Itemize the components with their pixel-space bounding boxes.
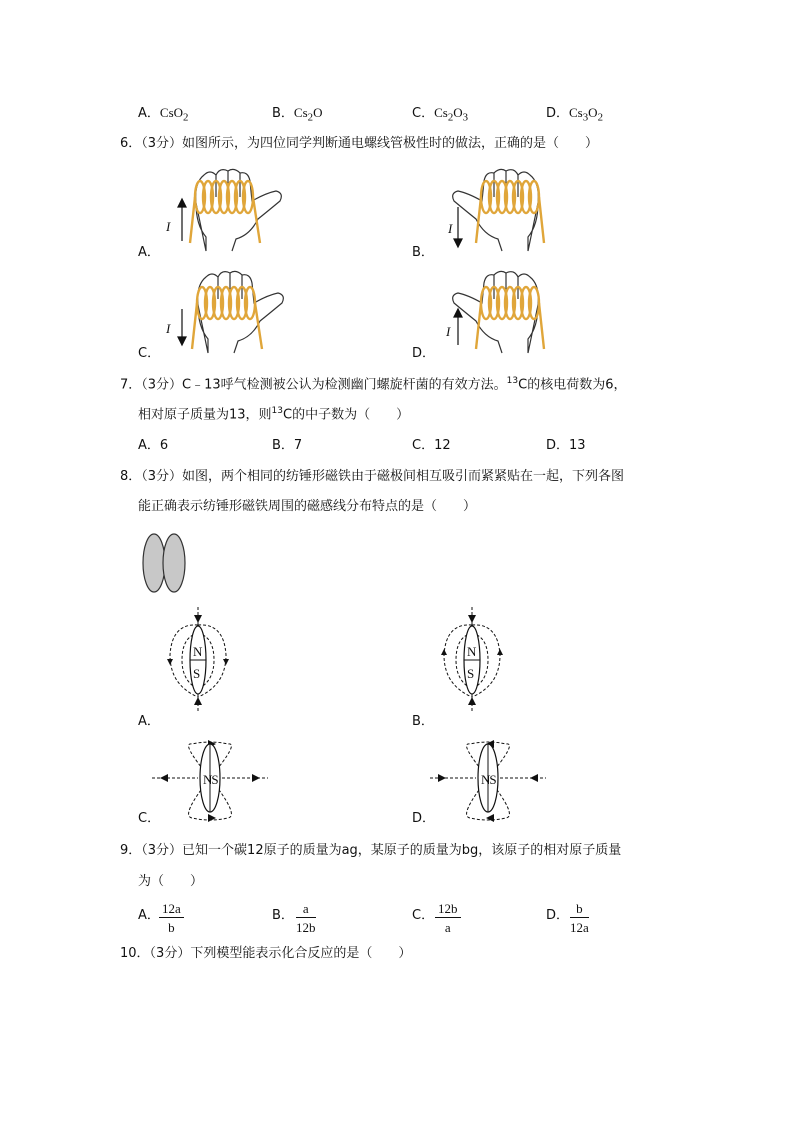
q5-option-a[interactable]: A．CsO$_2$ <box>138 105 189 124</box>
q6-d-current-label: I <box>446 324 451 339</box>
q7-option-b[interactable]: B．7 <box>272 438 303 453</box>
q9-stem-line2: 为（ ） <box>138 874 204 889</box>
q8-stem-line2: 能正确表示纺锤形磁铁周围的磁感线分布特点的是（ ） <box>138 499 477 514</box>
current-arrow-up-icon <box>454 309 462 345</box>
q7-option-d[interactable]: D．13 <box>546 438 586 453</box>
q8-stem-line1: 8．（3分）如图，两个相同的纺锤形磁铁由于磁极间相互吸引而紧紧贴在一起，下列各图 <box>120 469 625 484</box>
q8-b-pole-n: N <box>467 644 477 659</box>
q9-option-a-letter[interactable]: A． <box>138 908 160 923</box>
q8-spindle-magnets <box>141 532 191 594</box>
q8-b-pole-s: S <box>467 666 475 681</box>
q8-figure-a <box>158 605 238 715</box>
q6-figure-d <box>438 265 558 355</box>
coil-icon <box>190 181 260 243</box>
q9-stem-line1: 9．（3分）已知一个碳12原子的质量为ag，某原子的质量为bg，该原子的相对原子质量 <box>120 843 622 858</box>
q10-stem: 10．（3分）下列模型能表示化合反应的是（ ） <box>120 946 412 961</box>
q7-option-c[interactable]: C．12 <box>412 438 451 453</box>
q7-stem-line2: 相对原子质量为13，则$^{13}$C的中子数为（ ） <box>138 406 410 423</box>
q9-option-a-fraction: $\frac{12a}{b}$ <box>159 902 184 934</box>
q6-figure-a <box>176 163 296 253</box>
q6-b-current-label: I <box>448 221 453 236</box>
q6-a-current-label: I <box>166 219 171 234</box>
q8-d-pole-ns: NS <box>481 772 496 787</box>
q9-option-c-fraction: $\frac{12b}{a}$ <box>435 902 461 934</box>
q6-option-a[interactable]: A． <box>138 245 160 260</box>
coil-icon <box>192 287 262 349</box>
hand-icon <box>453 271 539 353</box>
hand-icon <box>198 271 284 353</box>
current-arrow-up-icon <box>178 199 186 241</box>
q9-option-b-fraction: $\frac{a}{12b}$ <box>296 901 316 935</box>
q7-stem-line1: 7．（3分）C﹣13呼气检测被公认为检测幽门螺旋杆菌的有效方法。$^{13}$C的核电荷数为6， <box>120 376 627 393</box>
q6-figure-c <box>178 265 298 355</box>
q5-option-c[interactable]: C．$Cs_2O_3$ <box>412 105 469 124</box>
q8-option-a[interactable]: A． <box>138 714 160 729</box>
q8-option-b[interactable]: B． <box>412 714 434 729</box>
coil-icon <box>476 287 544 349</box>
q8-a-pole-n: N <box>193 644 203 659</box>
q6-stem: 6．（3分）如图所示，为四位同学判断通电螺线管极性时的做法，正确的是（ ） <box>120 136 599 151</box>
spindle-magnet-right <box>163 534 185 592</box>
q9-option-d-letter[interactable]: D． <box>546 908 570 923</box>
q9-option-d-fraction: $\frac{b}{12a}$ <box>570 901 589 935</box>
coil-icon <box>476 181 544 243</box>
q6-option-d[interactable]: D． <box>412 346 436 361</box>
q5-option-b[interactable]: B．$Cs_2O$ <box>272 105 323 124</box>
q9-option-b-letter[interactable]: B． <box>272 908 294 923</box>
q5-option-d[interactable]: D．$Cs_3O_2$ <box>546 105 603 124</box>
q6-figure-b <box>438 163 558 253</box>
spindle-magnet-left <box>143 534 165 592</box>
q6-option-b[interactable]: B． <box>412 245 434 260</box>
q7-option-a[interactable]: A．6 <box>138 438 169 453</box>
q8-a-pole-s: S <box>193 666 201 681</box>
q8-option-d[interactable]: D． <box>412 811 436 826</box>
q6-c-current-label: I <box>166 321 171 336</box>
q8-figure-b <box>432 605 512 715</box>
q6-option-c[interactable]: C． <box>138 346 161 361</box>
q9-option-c-letter[interactable]: C． <box>412 908 435 923</box>
current-arrow-down-icon <box>454 207 462 247</box>
current-arrow-down-icon <box>178 309 186 345</box>
q8-option-c[interactable]: C． <box>138 811 161 826</box>
q8-c-pole-ns: NS <box>203 772 218 787</box>
